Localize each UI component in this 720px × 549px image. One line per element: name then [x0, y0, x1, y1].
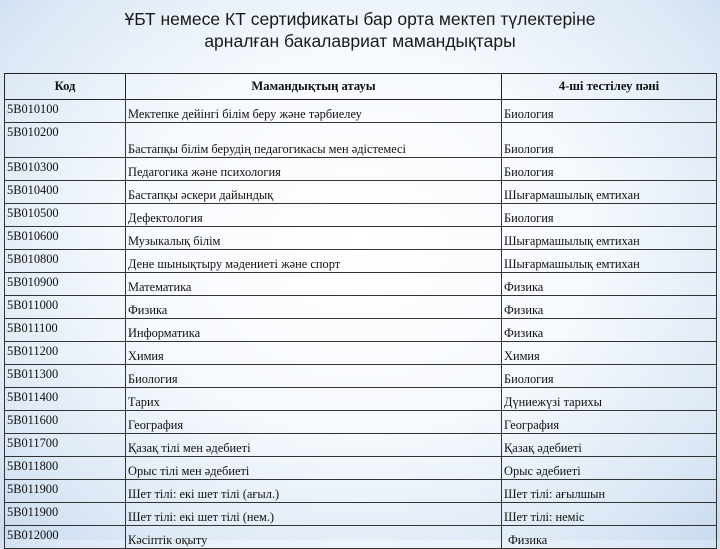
cell-code: 5B010300	[5, 158, 126, 181]
cell-specialty-name: Информатика	[126, 319, 502, 342]
cell-test-subject: Орыс әдебиеті	[502, 457, 717, 480]
table-row	[5, 342, 717, 365]
table-row	[5, 365, 717, 388]
cell-test-subject: Шығармашылық емтихан	[502, 250, 717, 273]
table-row	[5, 250, 717, 273]
table-row	[5, 319, 717, 342]
cell-specialty-name: Шет тілі: екі шет тілі (ағыл.)	[126, 480, 502, 503]
cell-specialty-name: География	[126, 411, 502, 434]
cell-specialty-name: Бастапқы әскери дайындық	[126, 181, 502, 204]
cell-code: 5B011200	[5, 342, 126, 365]
cell-specialty-name: Музыкалық білім	[126, 227, 502, 250]
cell-code: 5B010200	[5, 123, 126, 158]
table-row	[5, 158, 717, 181]
cell-test-subject: Шығармашылық емтихан	[502, 227, 717, 250]
cell-code: 5B011600	[5, 411, 126, 434]
table-row	[5, 480, 717, 503]
cell-specialty-name: Қазақ тілі мен әдебиеті	[126, 434, 502, 457]
cell-specialty-name: Математика	[126, 273, 502, 296]
table-row	[5, 457, 717, 480]
cell-test-subject: Биология	[502, 123, 717, 158]
cell-specialty-name: Тарих	[126, 388, 502, 411]
cell-code: 5B010100	[5, 100, 126, 123]
table-row	[5, 100, 717, 123]
cell-code: 5B011700	[5, 434, 126, 457]
table-row	[5, 526, 717, 549]
cell-test-subject: Химия	[502, 342, 717, 365]
cell-test-subject: Физика	[502, 526, 717, 549]
table-row	[5, 123, 717, 158]
cell-specialty-name: Кәсіптік оқыту	[126, 526, 502, 549]
title-line-1: ҰБТ немесе КТ сертификаты бар орта мектеп түлектеріне	[124, 9, 596, 29]
cell-test-subject: Дүниежүзі тарихы	[502, 388, 717, 411]
cell-specialty-name: Дене шынықтыру мәдениеті және спорт	[126, 250, 502, 273]
header-test-subject: 4-ші тестілеу пәні	[502, 74, 717, 100]
header-specialty-name: Мамандықтың атауы	[126, 74, 502, 100]
cell-code: 5B011000	[5, 296, 126, 319]
cell-code: 5B012000	[5, 526, 126, 549]
title-line-2: арналған бакалавриат мамандықтары	[204, 31, 516, 51]
cell-test-subject: Биология	[502, 204, 717, 227]
table-row	[5, 227, 717, 250]
cell-test-subject: Шығармашылық емтихан	[502, 181, 717, 204]
cell-code: 5B010400	[5, 181, 126, 204]
page-title	[0, 8, 720, 52]
cell-test-subject: Физика	[502, 296, 717, 319]
cell-specialty-name: Педагогика және психология	[126, 158, 502, 181]
cell-test-subject: Биология	[502, 365, 717, 388]
table-row	[5, 181, 717, 204]
cell-code: 5B010900	[5, 273, 126, 296]
header-code: Код	[5, 74, 126, 100]
cell-specialty-name: Шет тілі: екі шет тілі (нем.)	[126, 503, 502, 526]
cell-specialty-name: Орыс тілі мен әдебиеті	[126, 457, 502, 480]
cell-code: 5B011900	[5, 480, 126, 503]
table-row	[5, 388, 717, 411]
cell-specialty-name: Бастапқы білім берудің педагогикасы мен әдістемесі	[126, 123, 502, 158]
cell-code: 5B011400	[5, 388, 126, 411]
cell-test-subject: Биология	[502, 158, 717, 181]
cell-specialty-name: Дефектология	[126, 204, 502, 227]
table-row	[5, 204, 717, 227]
cell-specialty-name: Биология	[126, 365, 502, 388]
table-header-row	[5, 74, 717, 100]
cell-test-subject: Шет тілі: ағылшын	[502, 480, 717, 503]
cell-specialty-name: Химия	[126, 342, 502, 365]
cell-test-subject: Шет тілі: неміс	[502, 503, 717, 526]
table-row	[5, 273, 717, 296]
cell-code: 5B011800	[5, 457, 126, 480]
cell-code: 5B010500	[5, 204, 126, 227]
cell-specialty-name: Мектепке дейінгі білім беру және тәрбиелеу	[126, 100, 502, 123]
cell-test-subject: Физика	[502, 273, 717, 296]
specialties-table	[4, 73, 717, 549]
cell-code: 5B010800	[5, 250, 126, 273]
cell-code: 5B011300	[5, 365, 126, 388]
cell-code: 5B011100	[5, 319, 126, 342]
table-row	[5, 411, 717, 434]
table-row	[5, 503, 717, 526]
cell-code: 5B011900	[5, 503, 126, 526]
cell-code: 5B010600	[5, 227, 126, 250]
table-row	[5, 296, 717, 319]
cell-test-subject: География	[502, 411, 717, 434]
cell-test-subject: Биология	[502, 100, 717, 123]
cell-test-subject: Физика	[502, 319, 717, 342]
table-row	[5, 434, 717, 457]
cell-test-subject: Қазақ әдебиеті	[502, 434, 717, 457]
cell-specialty-name: Физика	[126, 296, 502, 319]
